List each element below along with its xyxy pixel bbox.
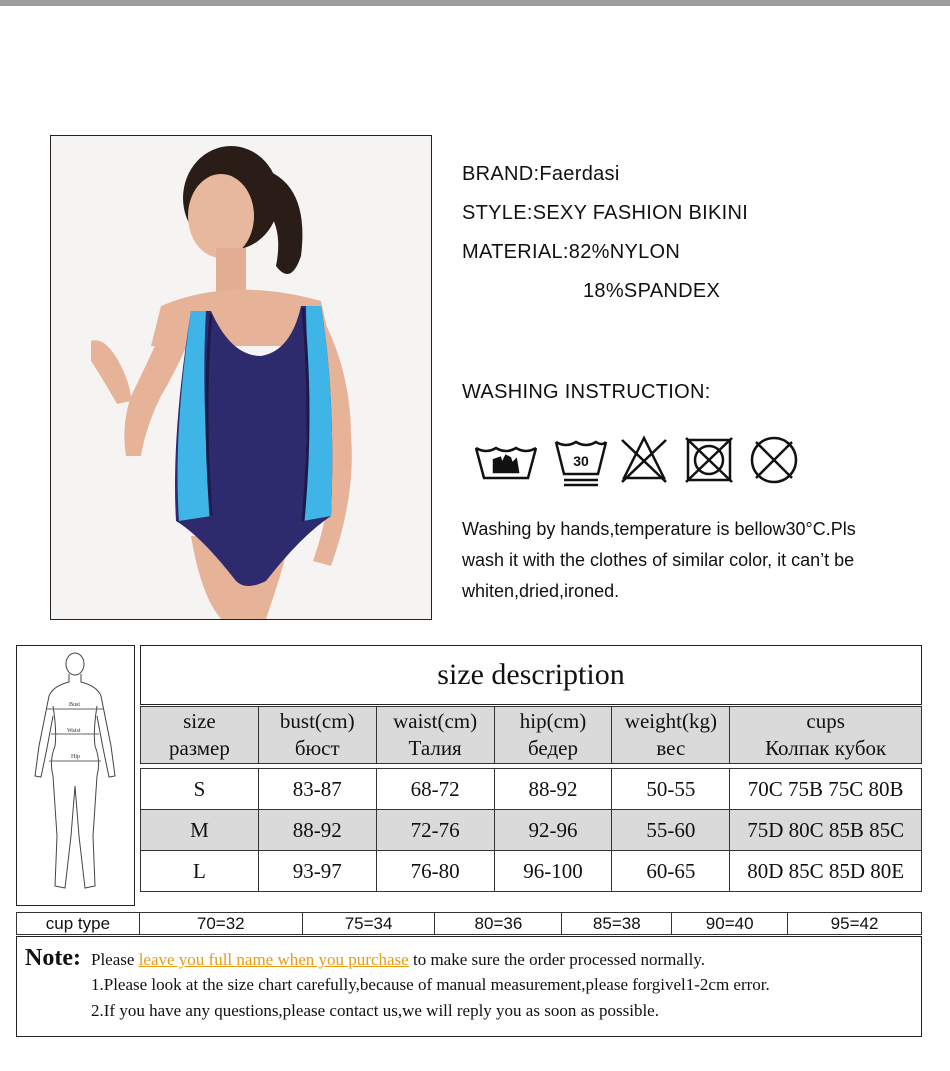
washing-line-1: Washing by hands,temperature is bellow30°C.Pls xyxy=(462,519,856,539)
hip-label: Hip xyxy=(71,754,80,760)
table-row: M 88-92 72-76 92-96 55-60 75D 80C 85B 85C xyxy=(141,810,922,851)
header-hip: hip(cm) бедер xyxy=(494,707,612,764)
header-weight: weight(kg) вес xyxy=(612,707,730,764)
table-row: S 83-87 68-72 88-92 50-55 70C 75B 75C 80B xyxy=(141,769,922,810)
header-bust: bust(cm) бюст xyxy=(258,707,376,764)
header-size: size размер xyxy=(141,707,259,764)
note-line-2: 1.Please look at the size chart carefully,because of manual measurement,please forgivel1-2cm error. xyxy=(91,975,770,994)
wash-30-label: 30 xyxy=(573,453,589,469)
wash-30-icon xyxy=(556,442,606,485)
header-waist: waist(cm) Талия xyxy=(376,707,494,764)
washing-line-3: whiten,dried,ironed. xyxy=(462,581,620,601)
header-cups: cups Колпак кубок xyxy=(730,707,922,764)
do-not-tumble-dry-icon xyxy=(686,438,732,482)
bust-label: Bust xyxy=(69,702,81,708)
style-text: STYLE:SEXY FASHION BIKINI xyxy=(462,202,749,224)
washing-description xyxy=(462,514,932,607)
note-box xyxy=(16,936,922,1037)
product-photo xyxy=(50,135,432,620)
note-line-1: Please leave you full name when you purchase to make sure the order processed normally. xyxy=(91,950,706,969)
full-name-link[interactable]: leave you full name when you purchase xyxy=(138,950,409,969)
do-not-dry-clean-icon xyxy=(752,438,796,482)
waist-label: Waist xyxy=(67,728,81,734)
brand-text: BRAND:Faerdasi xyxy=(462,163,620,185)
note-line-3: 2.If you have any questions,please contact us,we will reply you as soon as possible. xyxy=(91,1001,659,1020)
do-not-bleach-icon xyxy=(622,438,666,482)
note-label: Note: xyxy=(25,945,81,971)
washing-line-2: wash it with the clothes of similar color, it can’t be xyxy=(462,550,855,570)
body-measurement-figure xyxy=(16,645,135,906)
table-row: L 93-97 76-80 96-100 60-65 80D 85C 85D 80E xyxy=(141,851,922,892)
material-text: MATERIAL:82%NYLON xyxy=(462,241,681,263)
size-table xyxy=(140,706,922,892)
size-table-header xyxy=(141,707,922,764)
size-description-title: size description xyxy=(140,645,922,705)
washing-title: WASHING INSTRUCTION: xyxy=(462,381,711,403)
cup-type-label: cup type xyxy=(17,913,140,935)
material-text-2: 18%SPANDEX xyxy=(583,280,721,302)
table-row: cup type 70=32 75=34 80=36 85=38 90=40 95=42 xyxy=(17,913,922,935)
top-divider xyxy=(0,0,950,6)
cup-type-table xyxy=(16,912,922,935)
washing-icons xyxy=(472,434,812,490)
hand-wash-icon xyxy=(476,448,536,478)
